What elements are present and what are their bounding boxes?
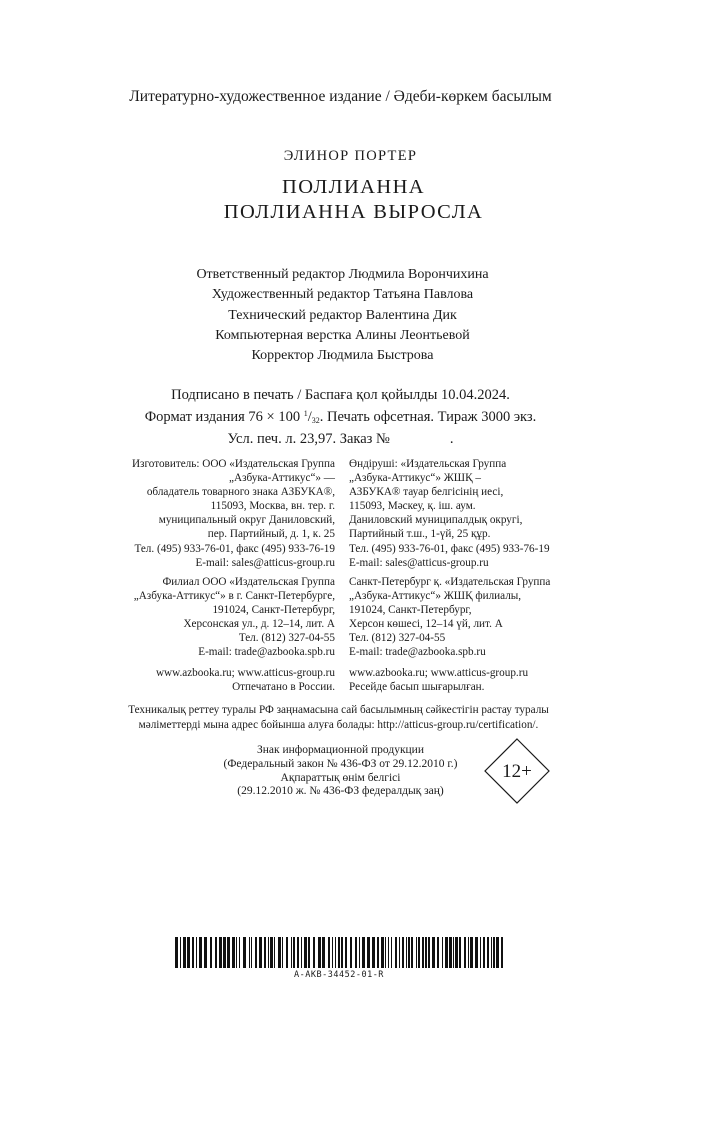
barcode-bar	[416, 937, 417, 968]
barcode-bar	[232, 937, 235, 968]
info-product-sign	[0, 744, 695, 799]
barcode-bar	[282, 937, 283, 968]
info-sign-line: (29.12.2010 ж. № 436-ФЗ федералдық заң)	[237, 785, 444, 798]
manufacturer-ru-line: пер. Партийный, д. 1, к. 25	[207, 528, 335, 541]
branch-ru-line: Филиал ООО «Издательская Группа	[162, 576, 335, 588]
info-sign-line: Ақпараттық өнім белгісі	[280, 771, 401, 784]
manufacturer-ru-line: „Азбука-Аттикус“» —	[229, 472, 335, 485]
barcode-bar	[239, 937, 240, 968]
print-info	[0, 386, 695, 449]
format-prefix: Формат издания 76 × 100	[144, 408, 304, 425]
barcode-bar	[219, 937, 222, 968]
barcode-bar	[355, 937, 357, 968]
manufacturer-kz	[349, 457, 550, 570]
branch-kz-line: 191024, Санкт-Петербург,	[349, 604, 472, 617]
barcode-bar	[183, 937, 186, 968]
barcode-bar	[192, 937, 194, 968]
info-sign-line: Знак информационной продукции	[257, 744, 424, 756]
branch-kz-line: „Азбука-Аттикус“» ЖШҚ филиалы,	[349, 590, 522, 603]
editorial-staff	[0, 265, 697, 366]
sheets-text: Усл. печ. л. 23,97. Заказ №	[227, 431, 390, 447]
barcode-bar	[270, 937, 273, 968]
barcode-bar	[308, 937, 310, 968]
branch-ru	[134, 575, 335, 660]
branch-ru-line: E-mail: trade@azbooka.spb.ru	[198, 646, 335, 659]
barcode-bar	[381, 937, 384, 968]
barcode-bar	[425, 937, 427, 968]
barcode-bar	[470, 937, 473, 968]
barcode-bar	[236, 937, 237, 968]
staff-line: Корректор Людмила Быстрова	[251, 348, 434, 364]
branch-ru-line: Тел. (812) 327-04-55	[238, 632, 335, 645]
barcode-bar	[455, 937, 458, 968]
barcode-bar	[475, 937, 478, 968]
barcode-bar	[204, 937, 207, 968]
format-slash: /	[307, 408, 312, 425]
barcode-bar	[428, 937, 430, 968]
certification-note	[0, 703, 693, 732]
manufacturer-ru-line: обладатель товарного знака АЗБУКА®,	[146, 486, 335, 499]
barcode	[175, 937, 503, 968]
web-ru	[156, 666, 335, 694]
barcode-bar	[487, 937, 489, 968]
age-rating-badge	[484, 738, 550, 804]
branch-kz-line: Херсон көшесі, 12–14 үй, лит. А	[349, 618, 503, 631]
barcode-bar	[255, 937, 257, 968]
barcode-bar	[251, 937, 252, 968]
barcode-bar	[175, 937, 178, 968]
manufacturer-ru-line: 115093, Москва, вн. тер. г.	[210, 500, 335, 513]
barcode-bar	[304, 937, 307, 968]
web-kz-line: Ресейде басып шығарылған.	[349, 681, 485, 694]
manufacturer-ru-line: Тел. (495) 933-76-01, факс (495) 933-76-19	[134, 542, 335, 555]
barcode-bar	[338, 937, 340, 968]
staff-line: Технический редактор Валентина Дик	[228, 307, 457, 323]
barcode-bar	[215, 937, 217, 968]
web-ru-line: www.azbooka.ru; www.atticus-group.ru	[155, 667, 335, 679]
barcode-bar	[395, 937, 397, 968]
barcode-bar	[223, 937, 226, 968]
manufacturer-kz-line: E-mail: sales@atticus-group.ru	[349, 556, 489, 569]
barcode-bar	[274, 937, 275, 968]
book-title-1: ПОЛЛИАННА	[281, 176, 426, 198]
barcode-bar	[187, 937, 190, 968]
barcode-bar	[286, 937, 288, 968]
barcode-label: A-AKB-34452-01-R	[294, 970, 384, 980]
barcode-bar	[345, 937, 347, 968]
barcode-bar	[328, 937, 330, 968]
barcode-bar	[483, 937, 485, 968]
barcode-bar	[377, 937, 379, 968]
web-kz-line: www.azbooka.ru; www.atticus-group.ru	[349, 667, 529, 679]
barcode-bar	[399, 937, 400, 968]
barcode-bar	[408, 937, 410, 968]
manufacturer-kz-line: АЗБУКА® тауар белгісінің иесі,	[349, 486, 504, 499]
barcode-bar	[249, 937, 250, 968]
barcode-bar	[196, 937, 197, 968]
barcode-bar	[459, 937, 461, 968]
barcode-bar	[402, 937, 404, 968]
branch-kz-line: Тел. (812) 327-04-55	[349, 632, 446, 645]
branch-kz	[349, 575, 550, 660]
barcode-bar	[199, 937, 202, 968]
certification-line: Техникалық реттеу туралы РФ заңнамасына сай басылымның сәйкестігін растау туралы	[128, 704, 549, 716]
manufacturer-kz-line: Өндіруші: «Издательская Группа	[349, 458, 507, 470]
barcode-bar	[318, 937, 321, 968]
barcode-bar	[468, 937, 469, 968]
barcode-bar	[297, 937, 299, 968]
barcode-bar	[210, 937, 212, 968]
barcode-bar	[445, 937, 448, 968]
barcode-bar	[449, 937, 452, 968]
barcode-bar	[259, 937, 262, 968]
format-denominator: 32	[311, 415, 320, 425]
format-numerator: 1	[303, 408, 308, 418]
barcode-bar	[391, 937, 392, 968]
barcode-bar	[264, 937, 266, 968]
print-format	[0, 405, 695, 431]
barcode-bar	[491, 937, 492, 968]
barcode-bar	[432, 937, 435, 968]
barcode-bar	[480, 937, 481, 968]
print-sheets	[0, 430, 695, 449]
barcode-bar	[437, 937, 439, 968]
barcode-bar	[341, 937, 343, 968]
barcode-bar	[406, 937, 407, 968]
format-suffix: . Печать офсетная. Тираж 3000 экз.	[319, 408, 537, 425]
info-sign-line: (Федеральный закон № 436-ФЗ от 29.12.2010 г.)	[223, 757, 458, 770]
book-titles	[0, 175, 708, 225]
staff-line: Компьютерная верстка Алины Леонтьевой	[215, 327, 470, 343]
barcode-bar	[501, 937, 503, 968]
manufacturer-ru-line: Изготовитель: ООО «Издательская Группа	[131, 458, 335, 470]
staff-line: Художественный редактор Татьяна Павлова	[211, 287, 474, 303]
branch-kz-line: Санкт-Петербург қ. «Издательская Группа	[349, 576, 551, 588]
barcode-bar	[359, 937, 360, 968]
branch-ru-line: 191024, Санкт-Петербург,	[212, 604, 335, 617]
barcode-bar	[442, 937, 443, 968]
barcode-bar	[422, 937, 424, 968]
web-ru-line: Отпечатано в России.	[232, 681, 335, 694]
manufacturer-kz-line: Тел. (495) 933-76-01, факс (495) 933-76-19	[349, 542, 550, 555]
barcode-bar	[385, 937, 386, 968]
barcode-bar	[372, 937, 375, 968]
manufacturer-ru	[132, 457, 335, 570]
print-signed: Подписано в печать / Баспаға қол қойылды 10.04.2024.	[171, 387, 510, 403]
barcode-bar	[227, 937, 230, 968]
barcode-bar	[335, 937, 336, 968]
barcode-bar	[332, 937, 333, 968]
manufacturer-kz-line: „Азбука-Аттикус“» ЖШҚ –	[349, 472, 481, 485]
book-title-2: ПОЛЛИАННА ВЫРОСЛА	[223, 201, 484, 223]
barcode-bar	[464, 937, 466, 968]
branch-ru-line: „Азбука-Аттикус“» в г. Санкт-Петербурге,	[133, 590, 335, 603]
staff-line: Ответственный редактор Людмила Ворончихина	[196, 267, 489, 282]
barcode-bar	[243, 937, 246, 968]
manufacturer-ru-line: муниципальный округ Даниловский,	[158, 514, 335, 527]
barcode-bar	[322, 937, 325, 968]
manufacturer-kz-line: 115093, Мәскеу, қ. іш. аум.	[349, 500, 476, 513]
manufacturer-kz-line: Даниловский муниципалдық округі,	[349, 514, 523, 527]
manufacturer-kz-line: Партийный т.ш., 1-үй, 25 құр.	[349, 528, 491, 541]
barcode-bar	[313, 937, 315, 968]
manufacturer-ru-line: E-mail: sales@atticus-group.ru	[195, 556, 335, 569]
age-rating-text: 12+	[502, 761, 532, 782]
sheets-end: .	[449, 431, 454, 447]
barcode-bar	[388, 937, 389, 968]
barcode-bar	[301, 937, 302, 968]
barcode-bar	[350, 937, 352, 968]
barcode-bar	[418, 937, 420, 968]
barcode-bar	[293, 937, 295, 968]
barcode-bar	[496, 937, 499, 968]
barcode-bar	[291, 937, 292, 968]
barcode-bar	[180, 937, 181, 968]
web-kz	[349, 666, 528, 694]
edition-type: Литературно-художественное издание / Әдеби-көркем басылым	[129, 88, 552, 105]
barcode-bar	[278, 937, 281, 968]
author-name: ЭЛИНОР ПОРТЕР	[283, 148, 418, 164]
barcode-bar	[362, 937, 365, 968]
branch-ru-line: Херсонская ул., д. 12–14, лит. А	[183, 618, 335, 631]
barcode-bar	[411, 937, 413, 968]
branch-kz-line: E-mail: trade@azbooka.spb.ru	[349, 646, 486, 659]
barcode-bar	[367, 937, 370, 968]
barcode-bar	[453, 937, 454, 968]
barcode-bar	[493, 937, 495, 968]
certification-line: мәліметтерді мына адрес бойынша алуға болады: http://atticus-group.ru/certification/.	[138, 718, 539, 731]
barcode-bar	[268, 937, 269, 968]
